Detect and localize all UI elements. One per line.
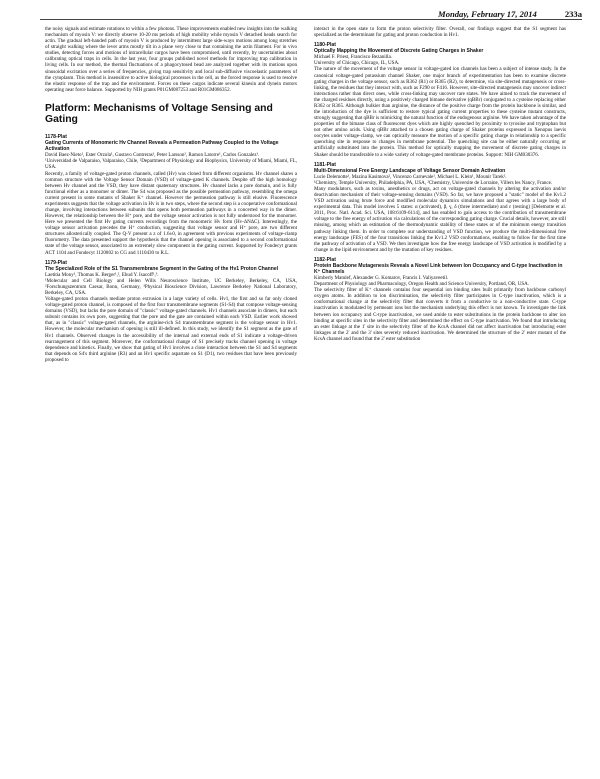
abstract-body: The nature of the movement of the voltage sensor in voltage-gated ion channels has been a subject of intense study. In the canonical voltage-gated potassium channel Shaker, one major branch of experimentation has been to examine discrete gating charges in the voltage sensor, such as R362 (R1) or R365 (R2), to determine, via site-directed mutagenesis or cross-linking, the residues that they interact with, such as F290 or F416. However, site-directed mutagenesis may uncover indirect interactions rather than direct ones, while cross-linking may uncover rare states. We have aimed to track the movement of the charged residues directly, using a positively charged bimane derivative (qBBr) conjugated to a cysteine replacing either R362 or R365. Although bulkier than arginine, the distance of the positive charge from the protein backbone is similar, and the introduction of the dye is sufficient to restore typical gating current properties to these cysteine mutant constructs, strongly suggesting that qBBr is mimicking the natural function of the endogenous arginine. We have taken advantage of the properties of the bimane class of fluorescent dyes which are highly quenched by proximity to tyrosine and tryptophan but not other amino acids. Using qBBr attached to a chosen gating charge of Shaker proteins expressed in Xenopus laevis oocytes under voltage-clamp, we can optically measure the motion of a specific gating charge in relationship to a specific quenching site in response to changes in membrane potential. The quenching site can be either naturally occurring or artificially substituted into the protein. This method for optically mapping the movement of discrete gating charges in Shaker should be transferable to a wide variety of voltage-gated membrane proteins. Support: NIH GM030376. (314, 66, 566, 158)
abstract-body: Recently, a family of voltage-gated proton channels, called (Hv) was cloned from different organisms. Hv channel shares a common structure with the Voltage Sensor Domain (VSD) of voltage-gated K channels. Despite off the high homology between Hv channel and the VSD, they have distant quaternary structures. Hv channel lacks a pore domain, and is fully functional either as a monomer or dimer. The S4 was proposed as the possible permeation pathway, resembling the omega current present in some mutants of Shaker K⁺ channel. However the permeation pathway is still elusive. Fluorescence experiments suggests that the voltage activation in Hv is in two steps, where the second step is a cooperative conformational change, involving interactions between subunits that opens both permeation pathways in a concerted way in the dimer. However, the relationship between the H⁺ pore, and the voltage sensor activation is not fully understood for the monomer. Here we presented the first Hv gating currents recordings from the monomeric Hv form (Hv-ΔNΔC). Interestingly, the voltage sensor activation precedes the H⁺ conduction, suggesting that voltage sensor and H⁺ pore, are two different structures allosterically coupled. The Q-V present a z of 1.6±0, in agreement with previous experiments of voltage-clamp fluorometry. The data presented support the hypothesis that the channel opening is associated to a second conformational state of the voltage sensor, associated to an extremely slow component in the gating current. Supported by Fondecyt grants ACT 1104 and Fondecyt 1120802 to CG and 1110430 to R.L. (45, 170, 297, 256)
abstract-id: 1180-Plat (314, 42, 336, 49)
abstract-body: The selectivity filter of K⁺ channels contains four sequential ion binding sites built primarily from backbone carbonyl oxygen atoms. In addition to ion discrimination, the selectivity filter participates in C-type inactivation, which is a conformational change at the selectivity filter that converts it from a conductive to a non-conductive state. C-type inactivation is modulated by permeant ions but the mechanism underlying this effect is not known. To investigate the link between ion occupancy and C-type inactivation, we used amide to ester substitutions in the protein backbone to alter ion binding at specific sites in the selectivity filter and determined the effect on C-type inactivation. We found that introducing an ester linkage at the 1' site in the selectivity filter of the KcsA channel did not affect inactivation but introducing ester linkages at the 2' and the 3' sites severely reduced inactivation. We determined the structure of the 2' ester mutant of the KcsA channel and found that the 2' ester substitution (314, 287, 566, 342)
abstract-id: 1178-Plat (45, 134, 67, 141)
left-column (45, 26, 297, 774)
abstract (45, 134, 297, 256)
abstract-body: Many modulators, such as toxins, anesthetics or drugs, act on voltage-gated channels by altering the activation and/or deactivation mechanism of their voltage-sensing domains (VSD). So far, we have proposed a "static" model of the Kv1.2 VSD activation using brute force and modified molecular dynamics simulations and that agrees with a large body of experimental data. This model involves 5 states: α (activated), β, γ, δ (three intermediate) and ε (resting) [Delemotte et al. 2011, Proc. Natl. Acad. Sci. USA, 108:6109-6114], and has enabled to gain access to the contribution of transmembrane voltage to the free energy of activation via calculations of the corresponding gating charge. Crucial details, however, are still missing, among which an estimation of the thermodynamic stability of these states or of the minimum energy transition pathway linking them. In order to complete our understanding of VSD function, we produce the multi-dimensional free energy landscape (FES) of the four transitions linking the Kv1.2 VSD conformations, enabling to follow for the first time the pathway of activation of a VSD. We then investigate how the free energy landscape of VSD activation is modified by a change in the lipid environment and by the mutation of key residues. (314, 185, 566, 253)
abstract-authors: Kimberly Matulef, Alexander G. Komarov, Francis I. Valiyaveetil. (314, 275, 449, 282)
abstract-body: Voltage-gated proton channels mediate proton extrusion in a large variety of cells. Hv1, the first and so far only cloned voltage-gated proton channel, is composed of the first four transmembrane segments (S1-S4) that compose voltage-sensing domains (VSD), but lacks the pore domain of "classic" voltage-gated channels. Hv1 channels associate in dimers, but each subunit contains its own pore, suggesting that the pore and the gate are contained within each VSD. Earlier work showed that, as in "classic" voltage-gated channels, the arginine-rich S4 transmembrane segment is the voltage sensor in Hv1. However, the molecular mechanism of opening is still ill-defined. In this study, we identify the S1 segment as the gate of Hv1 channels. Observed changes in the accessibility of the internal and external ends of S1 indicate a voltage-driven rearrangement of this segment. Moreover, the conformational change of S1 precisely tracks channel opening in voltage dependence and kinetics. Finally, we show that gating of Hv1 involves a close interaction between the S1 and S4 segments that depends on S4's third arginine (R3) and an Hv1 specific aspartate on S1 (D1), two residues that have been previously proposed to (45, 296, 297, 363)
abstract-affiliation: ¹Chemistry, Temple University, Philadelphia, PA, USA, ²Chemistry, Universite de Lorraine, Villers les Nancy, France. (314, 179, 553, 186)
abstract (45, 260, 297, 363)
abstract-id: 1181-Plat (314, 161, 336, 168)
abstract-authors: David Baez-Nieto¹, Ester Orzola¹, Gustavo Contreras¹, Peter Larsson², Ramon Latorre¹, Carlos Gonzalez¹. (45, 152, 260, 159)
right-column (314, 26, 566, 774)
abstract-title: Optically Mapping the Movement of Discrete Gating Charges in Shaker (314, 48, 484, 55)
abstract-title: Gating Currents of Monomeric Hv Channel Reveals a Permeation Pathway Coupled to the Voltage Activation (45, 140, 279, 153)
abstract-title: Protein Backbone Mutagenesis Reveals a Novel Link between Ion Occupancy and C-type Inactivation in K⁺ Channels (314, 262, 563, 275)
abstract-authors: Laetitia Mony¹, Thomas K. Berger¹,², Ehud Y. Isacoff¹,³. (45, 271, 159, 278)
continuation-text: the noisy signals and estimate rotations to within a few photons. These improvements enabled new insights into the walking mechanism of myosin V: we directly observe 10-20 ms periods of high mobility while myosin V detached heads search for actin. The gradual left-handed path of myosin V is produced by intermittent large side-ways motions among long stretches of straight walking where the lever arms mostly tilt in a plane very close to that containing the actin filament. For in vivo studies, detecting forces and motions of intracellular cargos have been compromised, until recently, by uncertainties about calibrating optical traps in cells. In the last year, four groups published novel methods for improving trap calibration in living cells. In our method, the thermal fluctuations of a phagocytosed bead are analyzed together with its motions upon sinusoidal excitation over a series of frequencies, giving trap sensitivity and local sub-diffusive viscoelastic parameters of the cytoplasm. This method is insensitive to active biological processes in the cell, as the forced response is used to resolve the elastic response of the trap and the environment. Forces on these cargos indicate several kinesin and dynein motors operating near force balance. Supported by NIH grants P01GM087253 and R01GM086352. (45, 26, 297, 93)
abstract-id: 1182-Plat (314, 256, 336, 263)
abstract-title: Multi-Dimensional Free Energy Landscape of Voltage Sensor Domain Activation (314, 167, 506, 174)
page-header (40, 5, 582, 20)
abstract-affiliation: Department of Physiology and Pharmacology, Oregon Health and Science University, Portland, OR, USA. (314, 281, 530, 288)
header-date: Monday, February 17, 2014 (438, 9, 537, 19)
abstract-affiliation: ¹Universidad de Valparaiso, Valparaiso, Chile, ²Department of Physiology and Biophysics, University of Miami, Miami, FL, USA. (45, 158, 297, 171)
continuation-text: interact in the open state to form the proton selectivity filter. Overall, our findings suggest that the S1 segment has specialized as the determinant for gating and proton conduction in Hv1. (314, 26, 566, 39)
abstract-id: 1179-Plat (45, 259, 67, 266)
abstract (314, 162, 566, 253)
abstract-authors: Lucie Delemotte¹, Mazina Kasimova², Vincenzo Carnevale¹, Michael L. Klein¹, Mounir Tarek². (314, 173, 507, 180)
abstract-affiliation: University of Chicago, Chicago, IL, USA. (314, 60, 400, 67)
abstract-affiliation: ¹Molecular and Cell Biology and Helen Wills Neuroscience Institute, UC Berkeley, Berkeley, CA, USA, ²Forschungszentrum Caesar, Bonn, Germany, ³Physical Bioscience Division, Lawrence Berkeley National Laboratory, Berkeley, CA, USA. (45, 277, 297, 296)
abstract (314, 257, 566, 342)
page-number: 233a (564, 9, 582, 19)
abstract-authors: Michael F. Priest, Francisco Bezanilla. (314, 54, 392, 61)
section-title: Platform: Mechanisms of Voltage Sensing and Gating (45, 102, 273, 126)
abstract (314, 42, 566, 157)
abstract-title: The Specialized Role of the S1 Transmembrane Segment in the Gating of the Hv1 Proton Channel (45, 265, 279, 272)
